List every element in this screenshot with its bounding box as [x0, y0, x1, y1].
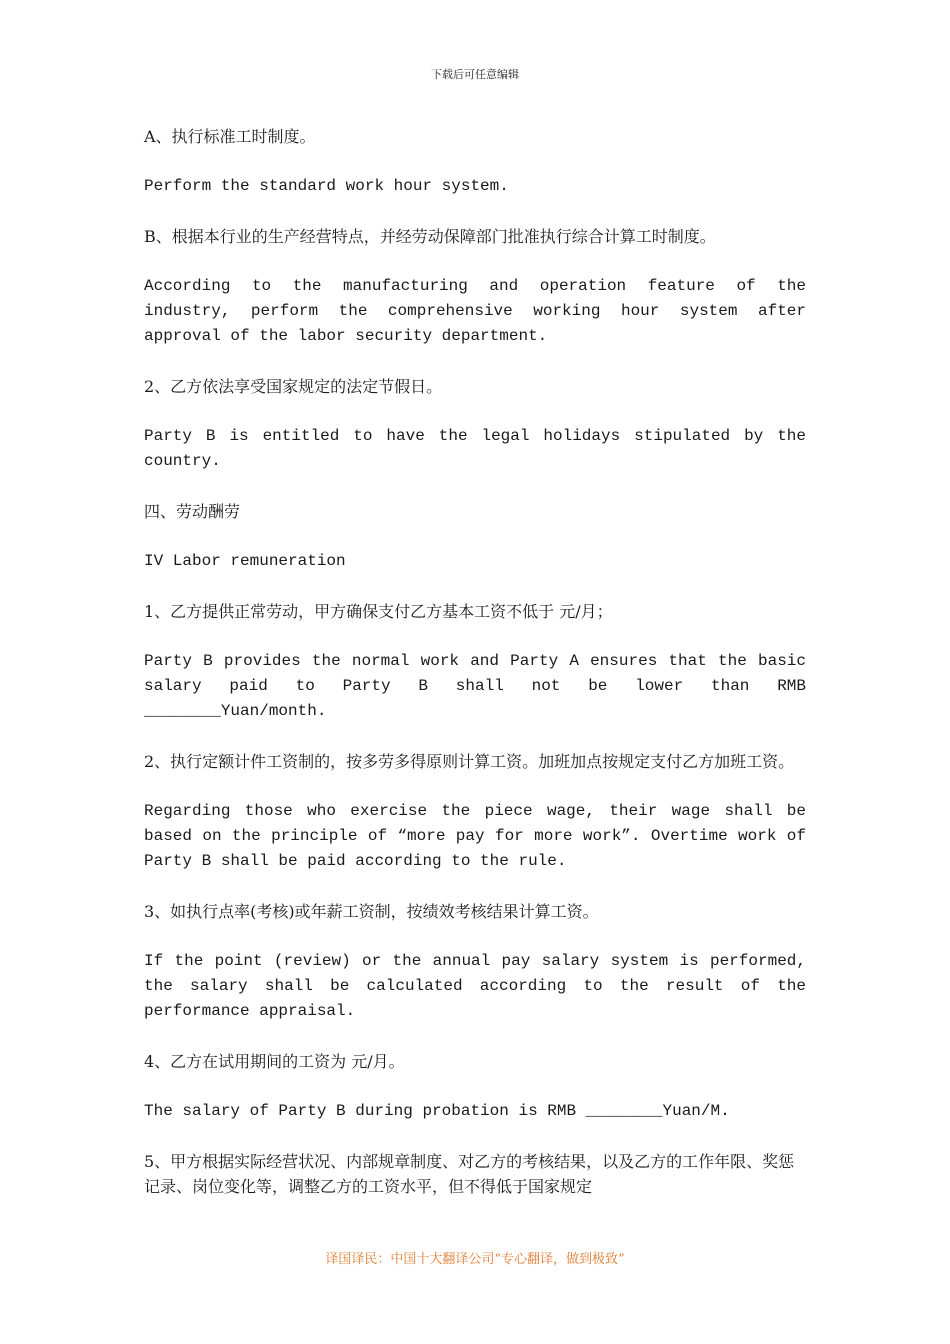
clause-2-piece-wage-en: Regarding those who exercise the piece wage, their wage shall be based on the principle of “more pay for more work”. Overtime work of Party B shall be paid according to the rule.: [144, 802, 806, 870]
section-4-heading-en: IV Labor remuneration: [144, 552, 346, 570]
paragraph-b-en: According to the manufacturing and operation feature of the industry, perform the comprehensive working hour system after approval of the labor security department.: [144, 277, 806, 345]
clause-4-probation-en: The salary of Party B during probation is RMB ________Yuan/M.: [144, 1102, 730, 1120]
paragraph-a-zh: A、执行标准工时制度。: [144, 127, 316, 146]
clause-5-adjustment-zh: 5、甲方根据实际经营状况、内部规章制度、对乙方的考核结果，以及乙方的工作年限、奖惩记录、岗位变化等，调整乙方的工资水平，但不得低于国家规定: [144, 1152, 795, 1196]
paragraph-b-zh: B、根据本行业的生产经营特点，并经劳动保障部门批准执行综合计算工时制度。: [144, 227, 716, 246]
clause-3-annual-pay-en: If the point (review) or the annual pay salary system is performed, the salary shall be calculated according to the result of the performance appraisal.: [144, 952, 806, 1020]
paragraph-a-en: Perform the standard work hour system.: [144, 177, 509, 195]
clause-2-holidays-en: Party B is entitled to have the legal holidays stipulated by the country.: [144, 427, 806, 470]
page-footer: 译国译民：中国十大翻译公司“专心翻译，做到极致”: [325, 1252, 625, 1267]
clause-2-holidays-zh: 2、乙方依法享受国家规定的法定节假日。: [144, 377, 443, 396]
clause-1-salary-en: Party B provides the normal work and Party A ensures that the basic salary paid to Party B shall not be lower than RMB ________Yuan/month.: [144, 652, 806, 720]
clause-4-probation-zh: 4、乙方在试用期间的工资为 元/月。: [144, 1052, 405, 1071]
clause-3-annual-pay-zh: 3、如执行点率(考核)或年薪工资制，按绩效考核结果计算工资。: [144, 902, 599, 921]
document-body: [144, 124, 806, 1224]
clause-2-piece-wage-zh: 2、执行定额计件工资制的，按多劳多得原则计算工资。加班加点按规定支付乙方加班工资。: [144, 752, 795, 771]
page-header: 下载后可任意编辑: [431, 68, 519, 81]
clause-1-salary-zh: 1、乙方提供正常劳动，甲方确保支付乙方基本工资不低于 元/月；: [144, 602, 613, 621]
section-4-heading-zh: 四、劳动酬劳: [144, 502, 241, 521]
